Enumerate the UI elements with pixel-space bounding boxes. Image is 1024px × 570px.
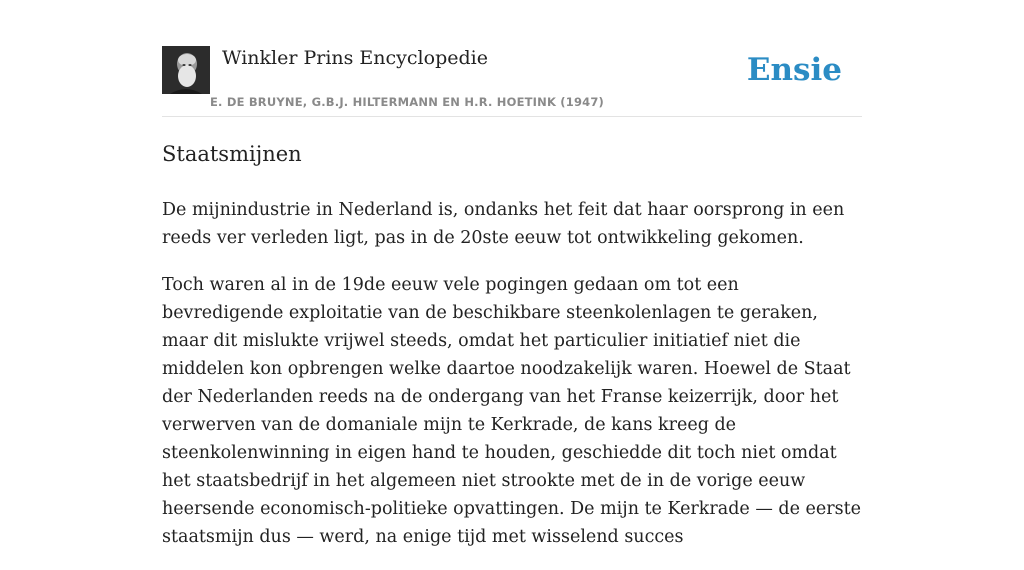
portrait-image: [162, 46, 210, 94]
article-title: Staatsmijnen: [162, 142, 302, 166]
author-avatar[interactable]: [162, 46, 210, 94]
article: [162, 138, 862, 570]
site-title[interactable]: Winkler Prins Encyclopedie: [222, 47, 488, 69]
authors-line: E. DE BRUYNE, G.B.J. HILTERMANN EN H.R. HOETINK (1947): [210, 95, 605, 109]
article-paragraph: Toch waren al in de 19de eeuw vele pogingen gedaan om tot een bevredigende exploitatie van de beschikbare steenkolenlagen te geraken, maar dit mislukte vrijwel steeds, omdat het particulier initiatief niet die middelen kon opbrengen welke daartoe noodzakelijk waren. Hoewel de Staat der Nederlanden reeds na de ondergang van het Franse keizerrijk, door het verwerven van de domaniale mijn te Kerkrade, de kans kreeg de steenkolenwinning in eigen hand te houden, geschiedde dit toch niet omdat het staatsbedrijf in het algemeen niet strookte met de in de vorige eeuw heersende economisch-politieke opvattingen. De mijn te Kerkrade — de eerste staatsmijn dus — werd, na enige tijd met wisselend succes: [162, 275, 861, 547]
ensie-logo[interactable]: Ensie: [746, 52, 842, 88]
site-header: [162, 46, 862, 117]
article-paragraph: De mijnindustrie in Nederland is, ondanks het feit dat haar oorsprong in een reeds ver verleden ligt, pas in de 20ste eeuw tot ontwikkeling gekomen.: [162, 200, 845, 248]
